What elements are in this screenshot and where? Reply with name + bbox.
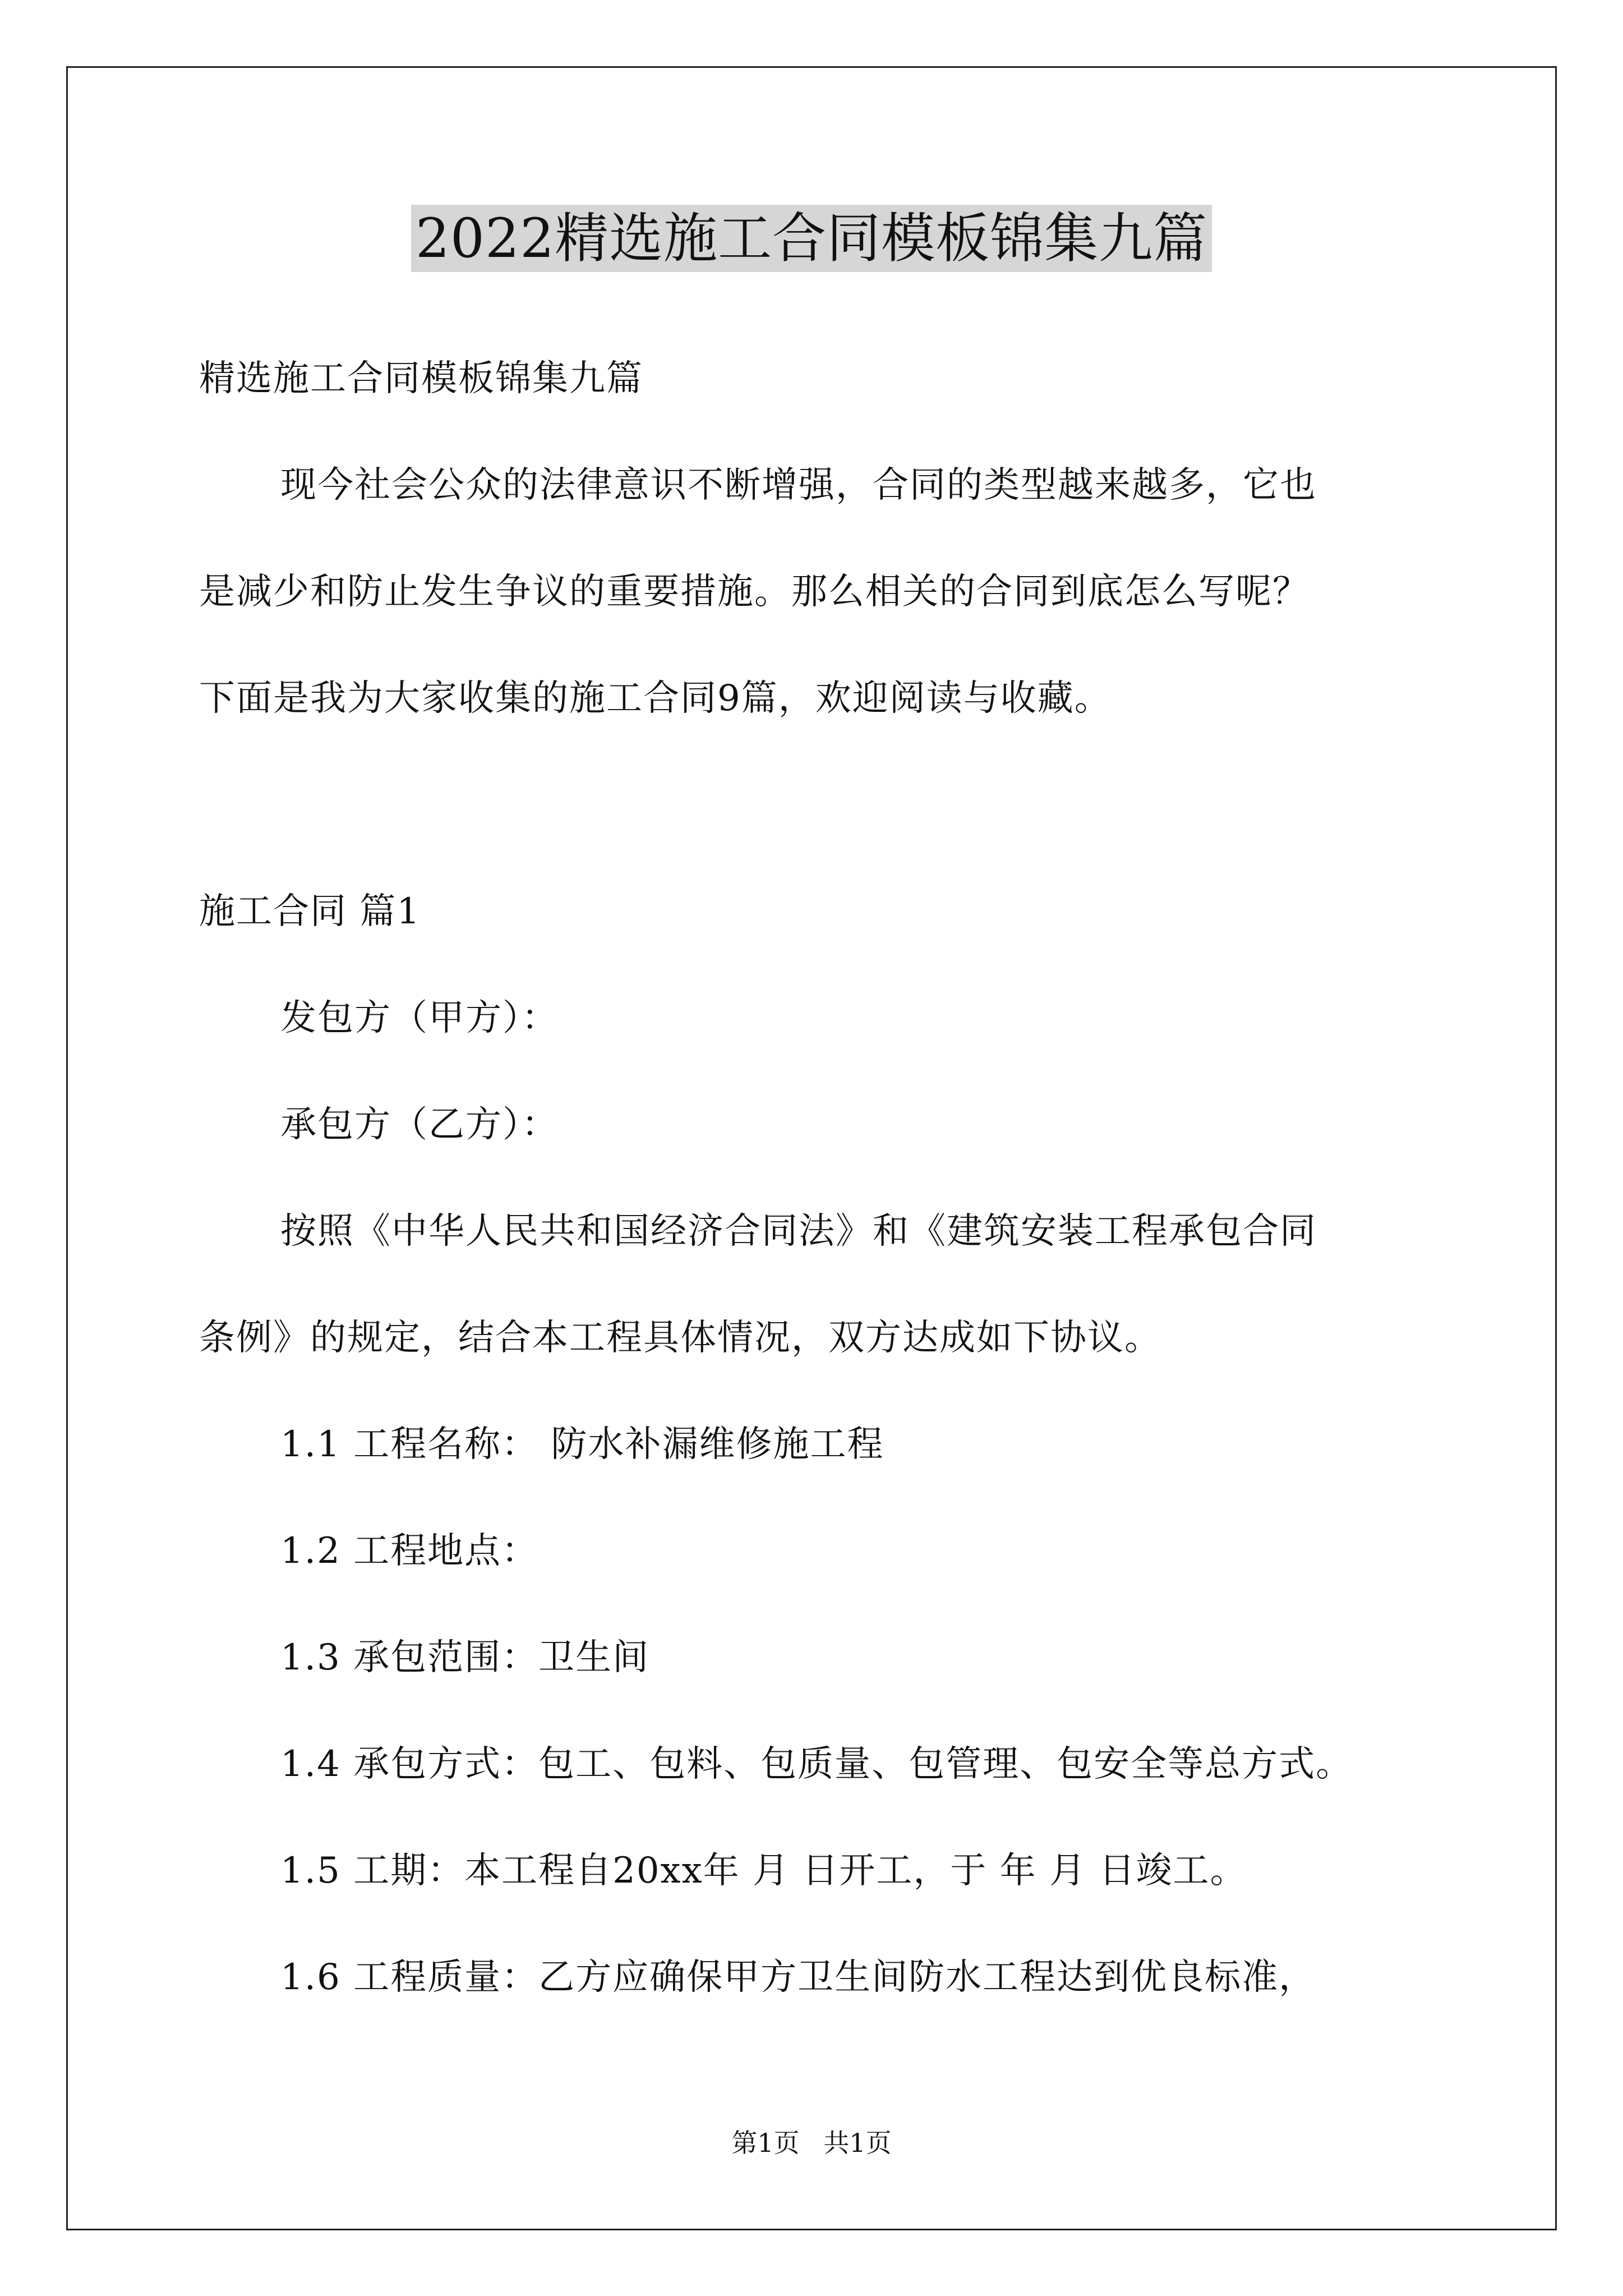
intro-line-2: 是减少和防止发生争议的重要措施。那么相关的合同到底怎么写呢？: [199, 571, 1310, 613]
basis-line-1: 按照《中华人民共和国经济合同法》和《建筑安装工程承包合同: [280, 1211, 1317, 1252]
clause-1-3: 1.3 承包范围：卫生间: [280, 1637, 650, 1678]
party-b-line: 承包方（乙方）：: [280, 1104, 559, 1145]
document-title: [0, 202, 1623, 275]
intro-line-1: 现今社会公众的法律意识不断增强，合同的类型越来越多，它也: [280, 464, 1317, 506]
basis-line-2: 条例》的规定，结合本工程具体情况，双方达成如下协议。: [199, 1317, 1161, 1359]
document-subtitle: 精选施工合同模板锦集九篇: [199, 358, 643, 399]
clause-1-1: 1.1 工程名称： 防水补漏维修施工程: [280, 1424, 884, 1465]
clause-1-4: 1.4 承包方式：包工、包料、包质量、包管理、包安全等总方式。: [280, 1743, 1353, 1785]
document-title-text: 2022精选施工合同模板锦集九篇: [411, 205, 1212, 272]
section-heading: 施工合同 篇1: [199, 891, 421, 932]
clause-1-5: 1.5 工期：本工程自20xx年 月 日开工，于 年 月 日竣工。: [280, 1850, 1247, 1892]
intro-line-3: 下面是我为大家收集的施工合同9篇，欢迎阅读与收藏。: [199, 678, 1112, 719]
clause-1-2: 1.2 工程地点：: [280, 1530, 539, 1572]
page-total: 共1页: [823, 2128, 892, 2158]
clause-1-6: 1.6 工程质量：乙方应确保甲方卫生间防水工程达到优良标准，: [280, 1957, 1316, 1998]
page-footer: [0, 2126, 1623, 2160]
party-a-line: 发包方（甲方）：: [280, 997, 559, 1039]
page-number: 第1页: [731, 2128, 800, 2158]
